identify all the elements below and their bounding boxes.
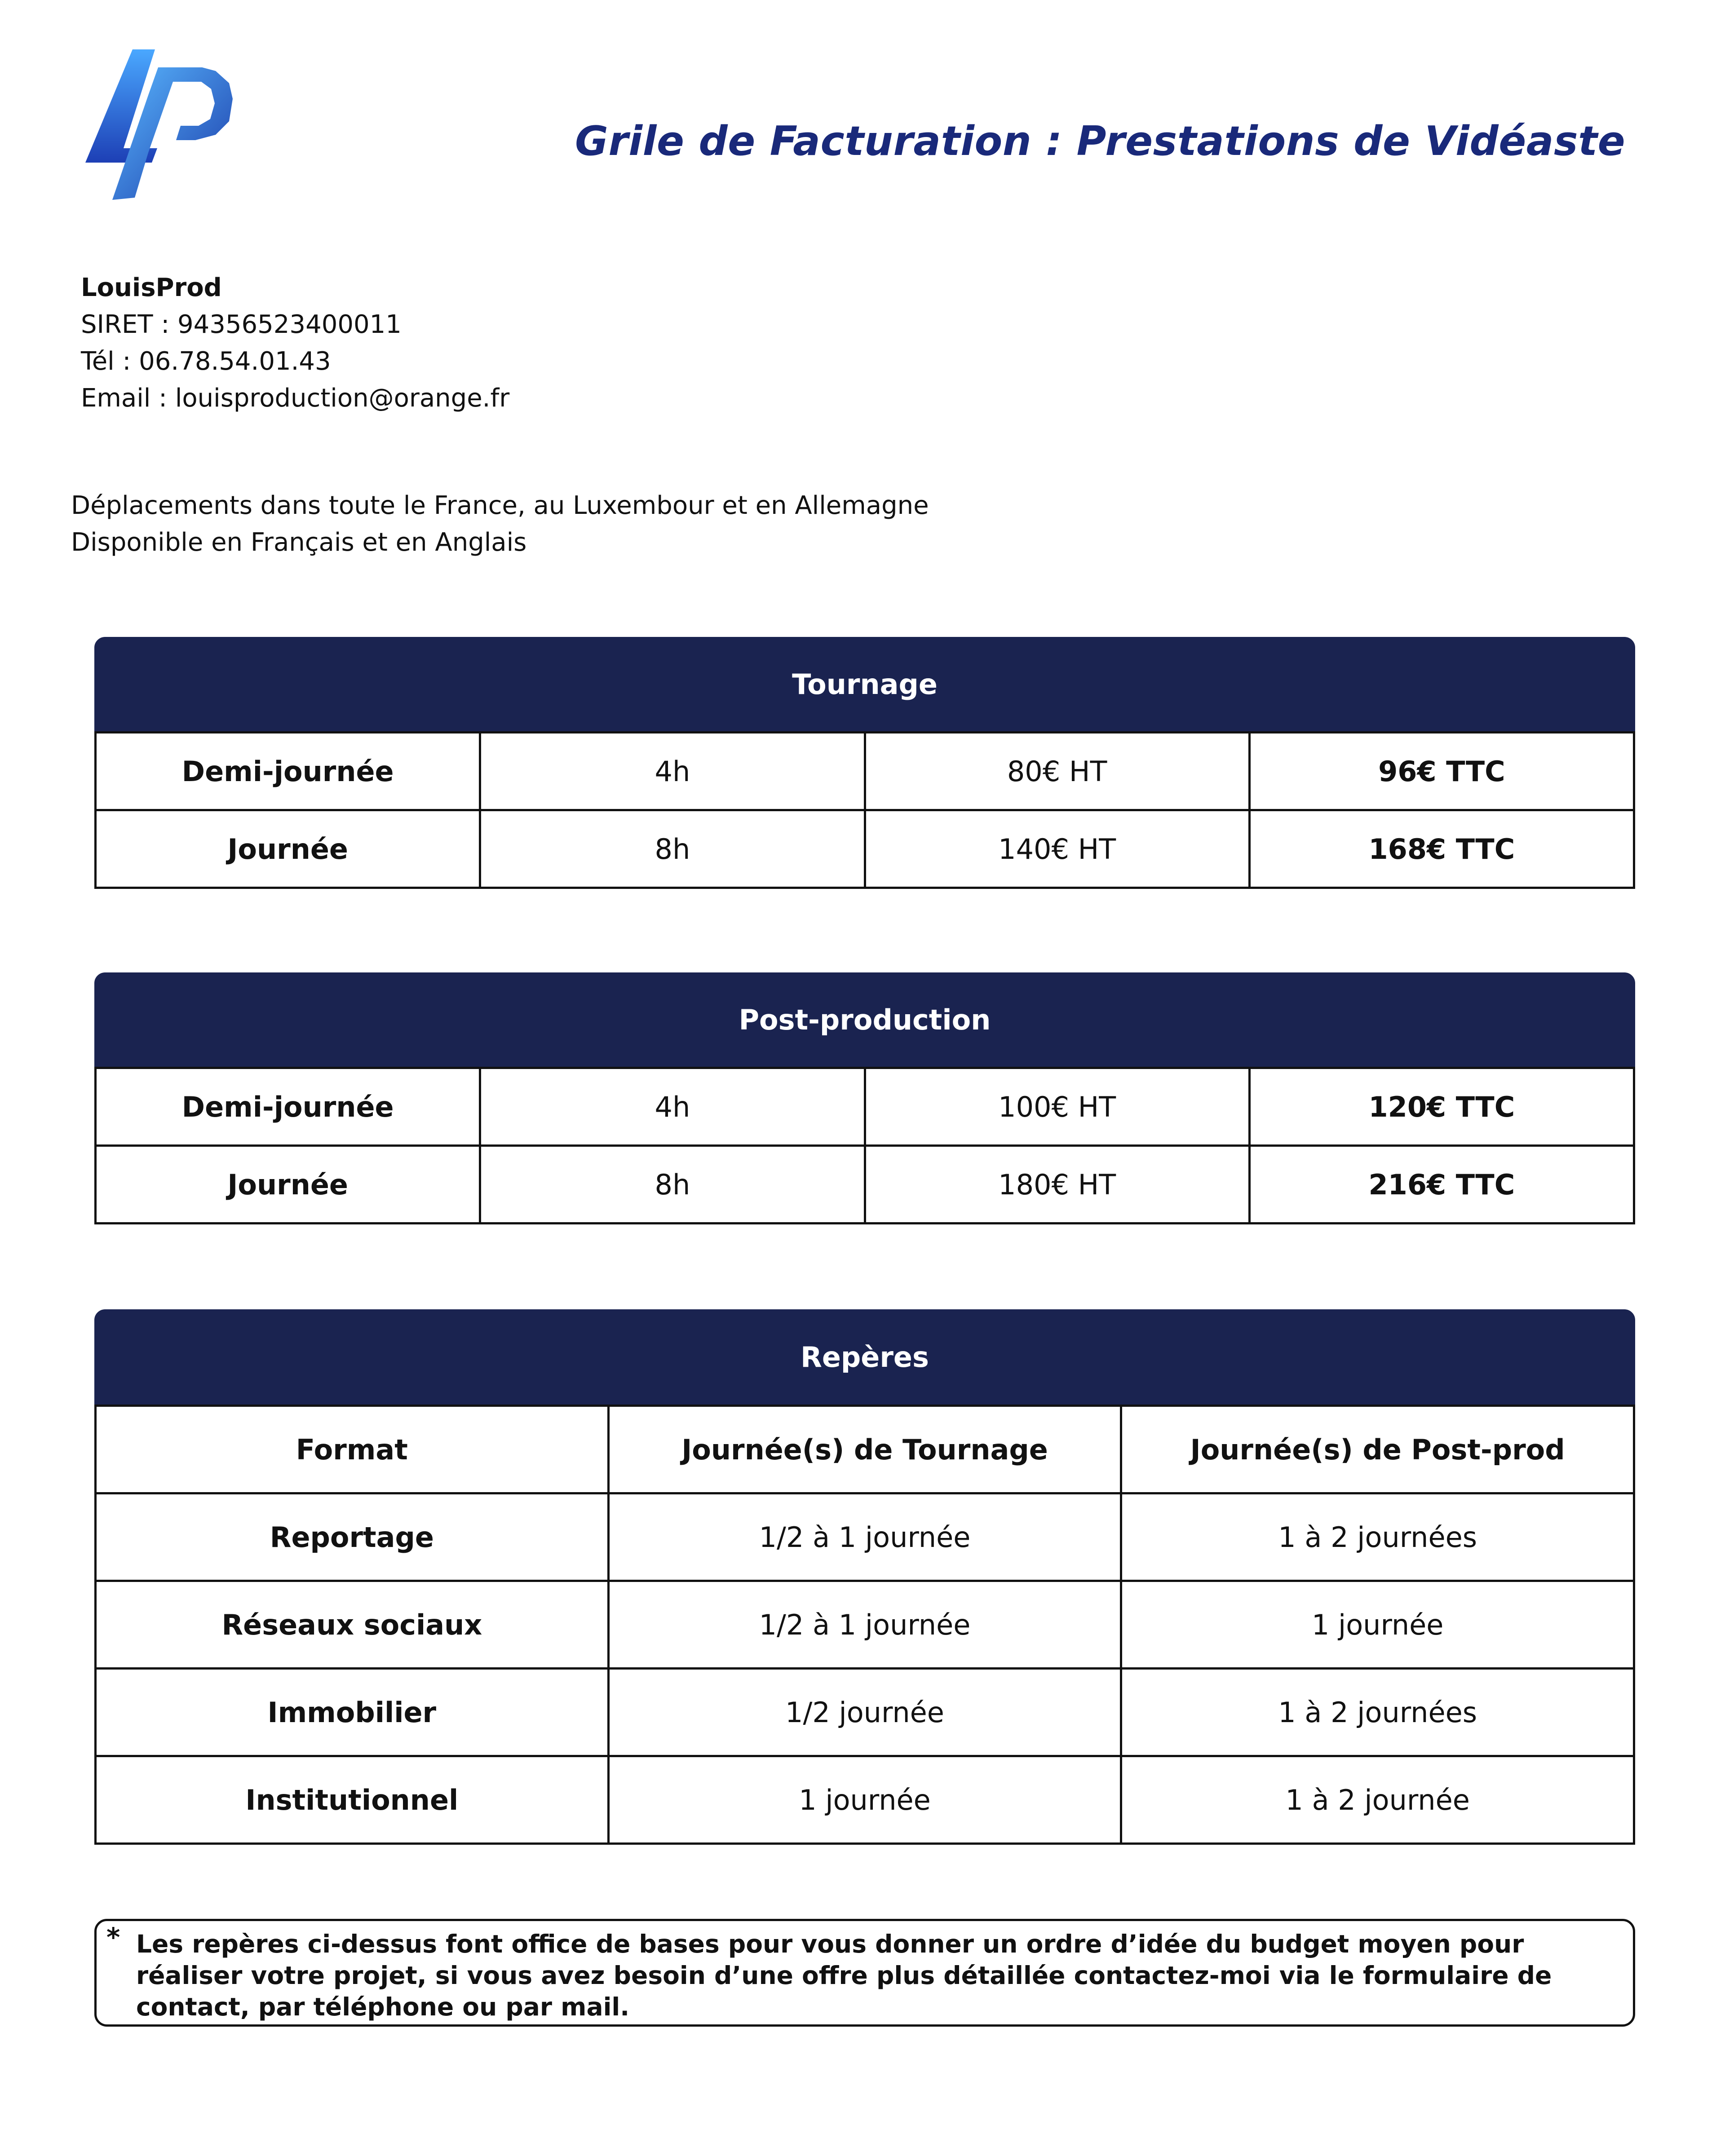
company-phone: Tél : 06.78.54.01.43 — [81, 347, 331, 376]
service-notes — [71, 487, 929, 561]
tournage-grid — [94, 731, 1635, 889]
price-ttc-cell: 216€ TTC — [1249, 1146, 1634, 1224]
lp-logo-icon — [81, 45, 247, 216]
duration-cell: 4h — [480, 1068, 865, 1146]
price-ht-cell: 80€ HT — [865, 733, 1249, 810]
footnote-marker: * — [106, 1922, 120, 1953]
format-cell: Institutionnel — [96, 1756, 609, 1844]
tournage-days-cell: 1/2 à 1 journée — [608, 1493, 1121, 1581]
company-email: Email : louisproduction@orange.fr — [81, 384, 510, 413]
table-row — [96, 1756, 1634, 1844]
company-name: LouisProd — [81, 273, 222, 302]
table-row — [96, 733, 1634, 810]
tournage-table-header: Tournage — [94, 637, 1635, 731]
footnote-text: Les repères ci-dessus font office de bases pour vous donner un ordre d’idée du budget moyen pour réaliser votre projet, si vous avez besoin d’une offre plus détaillée contactez-moi via le formulaire de contact, par téléphone ou par mail. — [136, 1930, 1552, 2021]
row-label: Demi-journée — [96, 1068, 480, 1146]
postprod-days-cell: 1 à 2 journée — [1121, 1756, 1634, 1844]
row-label: Journée — [96, 1146, 480, 1224]
price-ttc-cell: 168€ TTC — [1249, 810, 1634, 888]
format-cell: Reportage — [96, 1493, 609, 1581]
postprod-days-cell: 1 à 2 journées — [1121, 1493, 1634, 1581]
tournage-days-cell: 1/2 à 1 journée — [608, 1581, 1121, 1669]
price-ttc-cell: 96€ TTC — [1249, 733, 1634, 810]
price-ht-cell: 180€ HT — [865, 1146, 1249, 1224]
column-header-format: Format — [96, 1406, 609, 1493]
tournage-days-cell: 1/2 journée — [608, 1669, 1121, 1756]
postprod-grid — [94, 1067, 1635, 1224]
table-row — [96, 1146, 1634, 1224]
tournage-table — [94, 637, 1635, 889]
company-siret: SIRET : 94356523400011 — [81, 310, 402, 339]
column-header-postprod: Journée(s) de Post-prod — [1121, 1406, 1634, 1493]
format-cell: Immobilier — [96, 1669, 609, 1756]
reperes-table-header: Repères — [94, 1309, 1635, 1405]
postprod-days-cell: 1 à 2 journées — [1121, 1669, 1634, 1756]
table-header-row — [96, 1406, 1634, 1493]
format-cell: Réseaux sociaux — [96, 1581, 609, 1669]
price-ht-cell: 140€ HT — [865, 810, 1249, 888]
table-row — [96, 1493, 1634, 1581]
duration-cell: 4h — [480, 733, 865, 810]
price-ttc-cell: 120€ TTC — [1249, 1068, 1634, 1146]
tournage-days-cell: 1 journée — [608, 1756, 1121, 1844]
language-note: Disponible en Français et en Anglais — [71, 528, 527, 557]
footnote-box — [94, 1919, 1635, 2027]
postprod-table — [94, 972, 1635, 1224]
postprod-table-header: Post-production — [94, 972, 1635, 1067]
table-row — [96, 1068, 1634, 1146]
postprod-days-cell: 1 journée — [1121, 1581, 1634, 1669]
duration-cell: 8h — [480, 1146, 865, 1224]
table-row — [96, 1581, 1634, 1669]
reperes-table — [94, 1309, 1635, 1845]
column-header-tournage: Journée(s) de Tournage — [608, 1406, 1121, 1493]
row-label: Demi-journée — [96, 733, 480, 810]
table-row — [96, 810, 1634, 888]
document-title: Grile de Facturation : Prestations de Vidéaste — [575, 118, 1626, 165]
table-row — [96, 1669, 1634, 1756]
duration-cell: 8h — [480, 810, 865, 888]
lp-logo — [81, 45, 247, 216]
row-label: Journée — [96, 810, 480, 888]
travel-note: Déplacements dans toute le France, au Luxembour et en Allemagne — [71, 491, 929, 520]
price-ht-cell: 100€ HT — [865, 1068, 1249, 1146]
reperes-grid — [94, 1405, 1635, 1845]
company-info — [81, 270, 509, 417]
